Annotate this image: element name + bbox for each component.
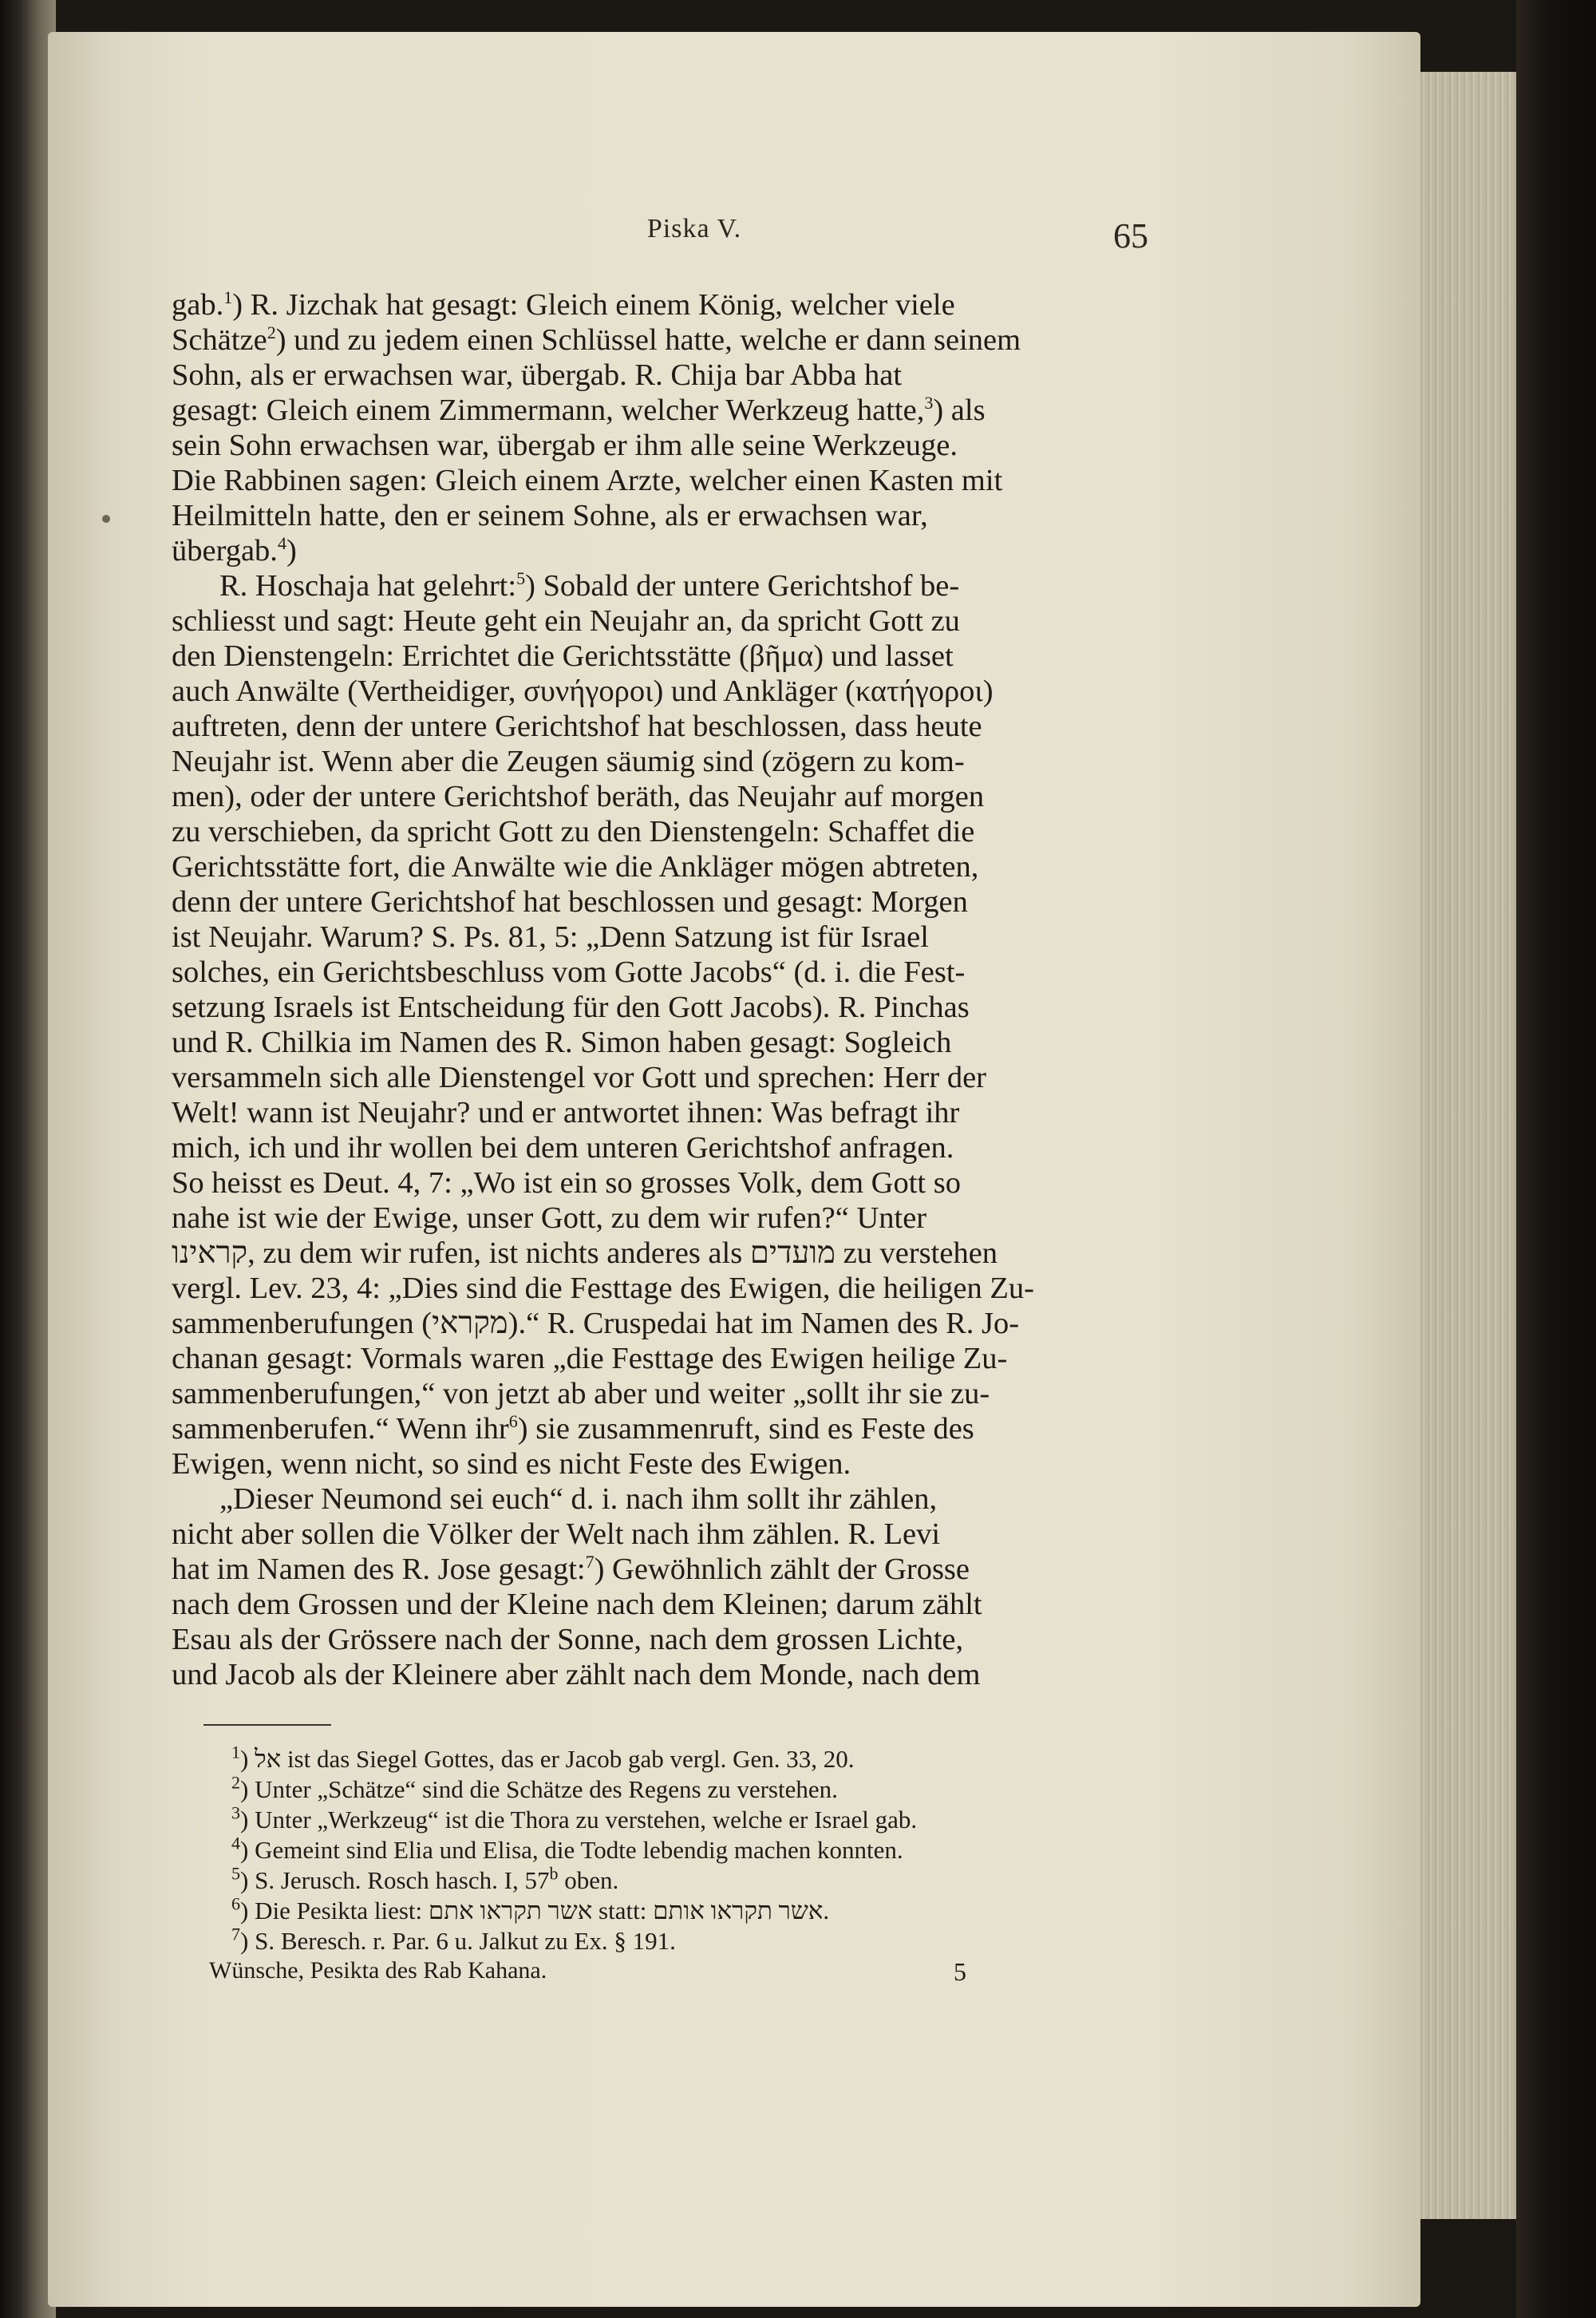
signature-mark: 5 — [954, 1957, 966, 1986]
text-line: So heisst es Deut. 4, 7: „Wo ist ein so grosses Volk, dem Gott so — [172, 1166, 961, 1200]
text-line: schliesst und sagt: Heute geht ein Neujahr an, da spricht Gott zu — [172, 604, 960, 638]
text-line: den Dienstengeln: Errichtet die Gerichtsstätte (βῆμα) und lasset — [172, 639, 954, 673]
footnotes — [231, 1744, 1141, 1956]
text-line: Schätze$^2$) und zu jedem einen Schlüssel hatte, welche er dann seinem — [172, 322, 1021, 357]
text-line: mich, ich und ihr wollen bei dem unteren Gerichtshof anfragen. — [172, 1131, 954, 1165]
running-title: Piska V. — [646, 214, 742, 243]
text-line: denn der untere Gerichtshof hat beschlossen und gesagt: Morgen — [172, 885, 968, 919]
text-line: sammenberufen.“ Wenn ihr$^6$) sie zusammenruft, sind es Feste des — [172, 1411, 974, 1446]
footnote: $^2$) Unter „Schätze“ sind die Schätze des Regens zu verstehen. — [231, 1772, 838, 1803]
text-line: Neujahr ist. Wenn aber die Zeugen säumig sind (zögern zu kom- — [172, 745, 965, 778]
text-line: gab.$^1$) R. Jizchak hat gesagt: Gleich einem König, welcher viele — [172, 287, 955, 322]
text-line: auftreten, denn der untere Gerichtshof hat beschlossen, dass heute — [172, 710, 982, 743]
text-line: R. Hoschaja hat gelehrt:$^5$) Sobald der untere Gerichtshof be- — [219, 568, 960, 603]
text-line: ist Neujahr. Warum? S. Ps. 81, 5: „Denn Satzung ist für Israel — [172, 920, 929, 954]
text-line: „Dieser Neumond sei euch“ d. i. nach ihm sollt ihr zählen, — [219, 1482, 938, 1516]
text-line: Ewigen, wenn nicht, so sind es nicht Feste des Ewigen. — [172, 1447, 851, 1481]
text-line: sammenberufungen (מקראי).“ R. Cruspedai hat im Namen des R. Jo- — [172, 1307, 1020, 1340]
footnote-rule — [203, 1724, 331, 1726]
text-line: Gerichtsstätte fort, die Anwälte wie die Ankläger mögen abtreten, — [172, 850, 979, 884]
running-head — [0, 214, 1596, 244]
footnote: $^6$) Die Pesikta liest: אשר תקראו אתם statt: אשר תקראו אותם. — [231, 1893, 830, 1924]
footnote: $^3$) Unter „Werkzeug“ ist die Thora zu verstehen, welche er Israel gab. — [231, 1802, 918, 1833]
text-line: Welt! wann ist Neujahr? und er antwortet ihnen: Was befragt ihr — [172, 1096, 960, 1129]
body-text — [172, 287, 1141, 1692]
book-cover-right — [1516, 0, 1596, 2318]
text-line: gesagt: Gleich einem Zimmermann, welcher Werkzeug hatte,$^3$) als — [172, 393, 986, 427]
text-line: hat im Namen des R. Jose gesagt:$^7$) Gewöhnlich zählt der Grosse — [172, 1552, 970, 1586]
footnote: $^4$) Gemeint sind Elia und Elisa, die Todte lebendig machen konnten. — [231, 1833, 903, 1864]
text-line: Die Rabbinen sagen: Gleich einem Arzte, welcher einen Kasten mit — [172, 464, 1003, 497]
text-line: vergl. Lev. 23, 4: „Dies sind die Festtage des Ewigen, die heiligen Zu- — [172, 1272, 1034, 1305]
page-number: 65 — [1113, 216, 1148, 255]
text-line: sein Sohn erwachsen war, übergab er ihm alle seine Werkzeuge. — [172, 429, 958, 462]
footer-citation: Wünsche, Pesikta des Rab Kahana. — [209, 1957, 547, 1984]
text-line: Esau als der Grössere nach der Sonne, nach dem grossen Lichte, — [172, 1623, 964, 1656]
text-line: men), oder der untere Gerichtshof beräth, das Neujahr auf morgen — [172, 780, 985, 813]
footnote: $^5$) S. Jerusch. Rosch hasch. I, 57$^b$ oben. — [231, 1863, 619, 1894]
text-line: übergab.$^4$) — [172, 533, 297, 568]
page-speck — [102, 515, 110, 523]
footnote: $^1$) אל ist das Siegel Gottes, das er Jacob gab vergl. Gen. 33, 20. — [231, 1742, 855, 1773]
text-line: Sohn, als er erwachsen war, übergab. R. Chija bar Abba hat — [172, 358, 903, 392]
text-line: Heilmitteln hatte, den er seinem Sohne, als er erwachsen war, — [172, 499, 928, 532]
text-line: versammeln sich alle Dienstengel vor Gott und sprechen: Herr der — [172, 1061, 986, 1094]
text-line: sammenberufungen,“ von jetzt ab aber und weiter „sollt ihr sie zu- — [172, 1377, 990, 1410]
text-line: zu verschieben, da spricht Gott zu den Dienstengeln: Schaffet die — [172, 815, 975, 848]
text-line: nach dem Grossen und der Kleine nach dem Kleinen; darum zählt — [172, 1588, 982, 1621]
text-line: und R. Chilkia im Namen des R. Simon haben gesagt: Sogleich — [172, 1026, 952, 1059]
text-line: auch Anwälte (Vertheidiger, συνήγοροι) und Ankläger (κατήγοροι) — [172, 674, 994, 708]
text-line: setzung Israels ist Entscheidung für den Gott Jacobs). R. Pinchas — [172, 991, 970, 1024]
text-line: chanan gesagt: Vormals waren „die Festtage des Ewigen heilige Zu- — [172, 1342, 1008, 1375]
page-edges — [1404, 72, 1532, 2219]
text-line: קראינו, zu dem wir rufen, ist nichts anderes als מועדים zu verstehen — [172, 1236, 998, 1270]
text-line: nicht aber sollen die Völker der Welt nach ihm zählen. R. Levi — [172, 1517, 941, 1551]
text-line: nahe ist wie der Ewige, unser Gott, zu dem wir rufen?“ Unter — [172, 1201, 927, 1235]
text-line: und Jacob als der Kleinere aber zählt nach dem Monde, nach dem — [172, 1658, 981, 1691]
footnote: $^7$) S. Beresch. r. Par. 6 u. Jalkut zu Ex. § 191. — [231, 1924, 676, 1955]
text-line: solches, ein Gerichtsbeschluss vom Gotte Jacobs“ (d. i. die Fest- — [172, 955, 966, 989]
